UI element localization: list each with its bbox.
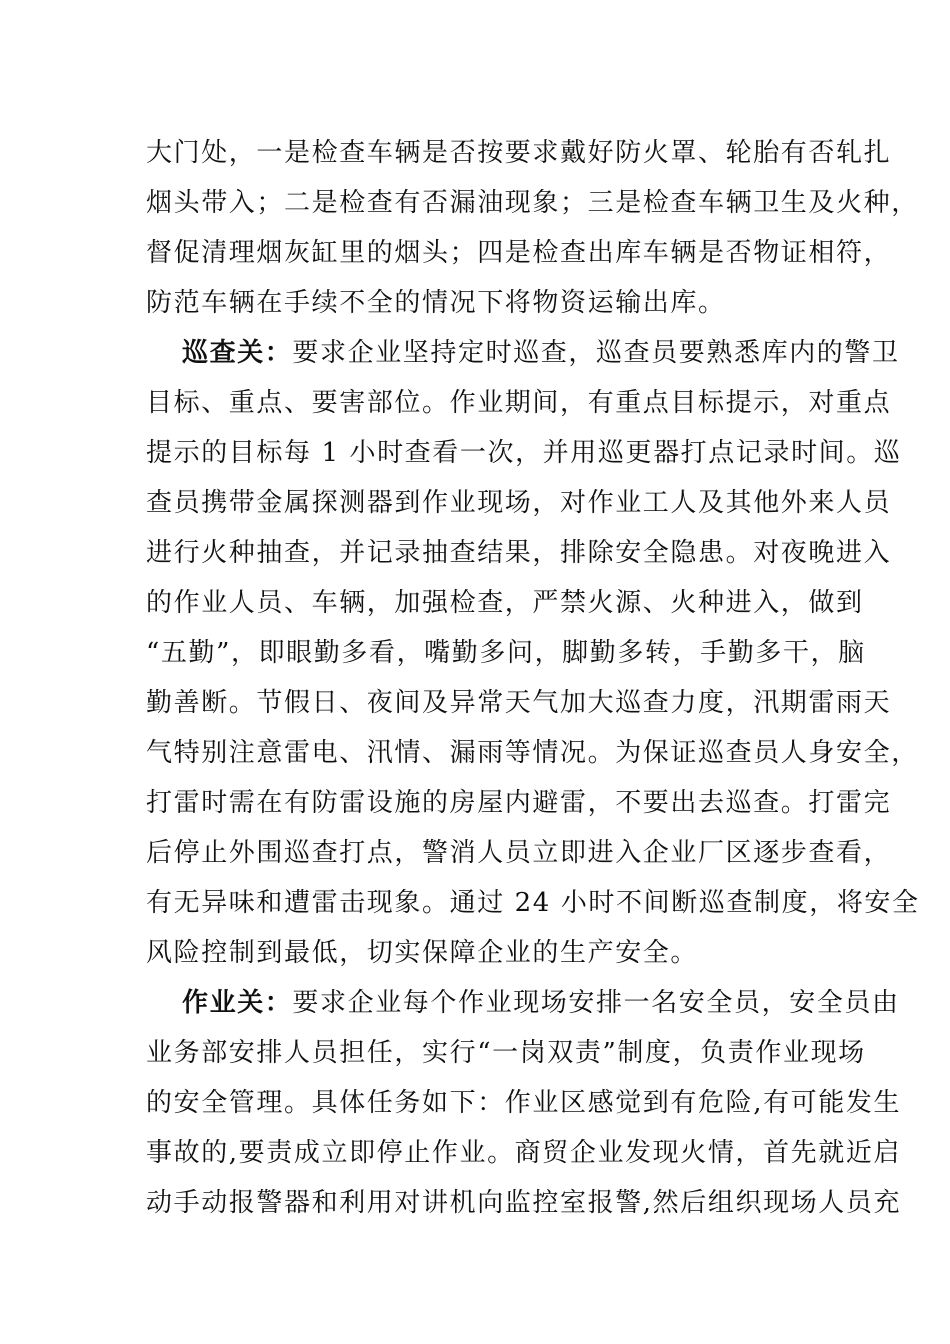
text-fragment: 要求企业每个作业现场安排一名安全员，安全员由	[292, 988, 900, 1018]
text-line: 事故的,要责成立即停止作业。商贸企业发现火情，首先就近启	[146, 1138, 902, 1168]
text-line: 的安全管理。具体任务如下：作业区感觉到有危险,有可能发生	[146, 1088, 902, 1118]
text-line: 打雷时需在有防雷设施的房屋内避雷，不要出去巡查。打雷完	[146, 788, 892, 818]
text-line: 气特别注意雷电、汛情、漏雨等情况。为保证巡查员人身安全，	[146, 738, 919, 768]
text-line: 业务部安排人员担任，实行“一岗双责”制度，负责作业现场	[146, 1038, 866, 1068]
text-line: 提示的目标每 1 小时查看一次，并用巡更器打点记录时间。巡	[146, 438, 902, 468]
text-line: 目标、重点、要害部位。作业期间，有重点目标提示，对重点	[146, 388, 892, 418]
text-line: 督促清理烟灰缸里的烟头；四是检查出库车辆是否物证相符，	[146, 238, 892, 268]
document-body	[146, 128, 920, 1228]
text-fragment: 要求企业坚持定时巡查，巡查员要熟悉库内的警卫	[292, 338, 900, 368]
paragraph-gate-check	[146, 128, 919, 328]
section-heading: 巡查关：	[182, 338, 293, 368]
text-line: 后停止外围巡查打点，警消人员立即进入企业厂区逐步查看，	[146, 838, 892, 868]
text-line: 大门处，一是检查车辆是否按要求戴好防火罩、轮胎有否轧扎	[146, 138, 892, 168]
text-line: 勤善断。节假日、夜间及异常天气加大巡查力度，汛期雷雨天	[146, 688, 892, 718]
text-line: 进行火种抽查，并记录抽查结果，排除安全隐患。对夜晚进入	[146, 538, 892, 568]
text-line: 烟头带入；二是检查有否漏油现象；三是检查车辆卫生及火种，	[146, 188, 919, 218]
text-line: 查员携带金属探测器到作业现场，对作业工人及其他外来人员	[146, 488, 892, 518]
text-line: 动手动报警器和利用对讲机向监控室报警,然后组织现场人员充	[146, 1188, 902, 1218]
text-line: 的作业人员、车辆，加强检查，严禁火源、火种进入，做到	[146, 588, 864, 618]
text-line: 风险控制到最低，切实保障企业的生产安全。	[146, 938, 699, 968]
section-heading: 作业关：	[182, 988, 293, 1018]
text-line: 防范车辆在手续不全的情况下将物资运输出库。	[146, 288, 726, 318]
text-line: “五勤”，即眼勤多看，嘴勤多问，脚勤多转，手勤多干，脑	[146, 638, 866, 668]
paragraph-first-line	[146, 328, 900, 378]
paragraph-operation-check	[146, 978, 902, 1228]
paragraph-first-line	[146, 978, 900, 1028]
paragraph-patrol-check	[146, 328, 920, 978]
text-line: 有无异味和遭雷击现象。通过 24 小时不间断巡查制度，将安全	[146, 888, 920, 918]
